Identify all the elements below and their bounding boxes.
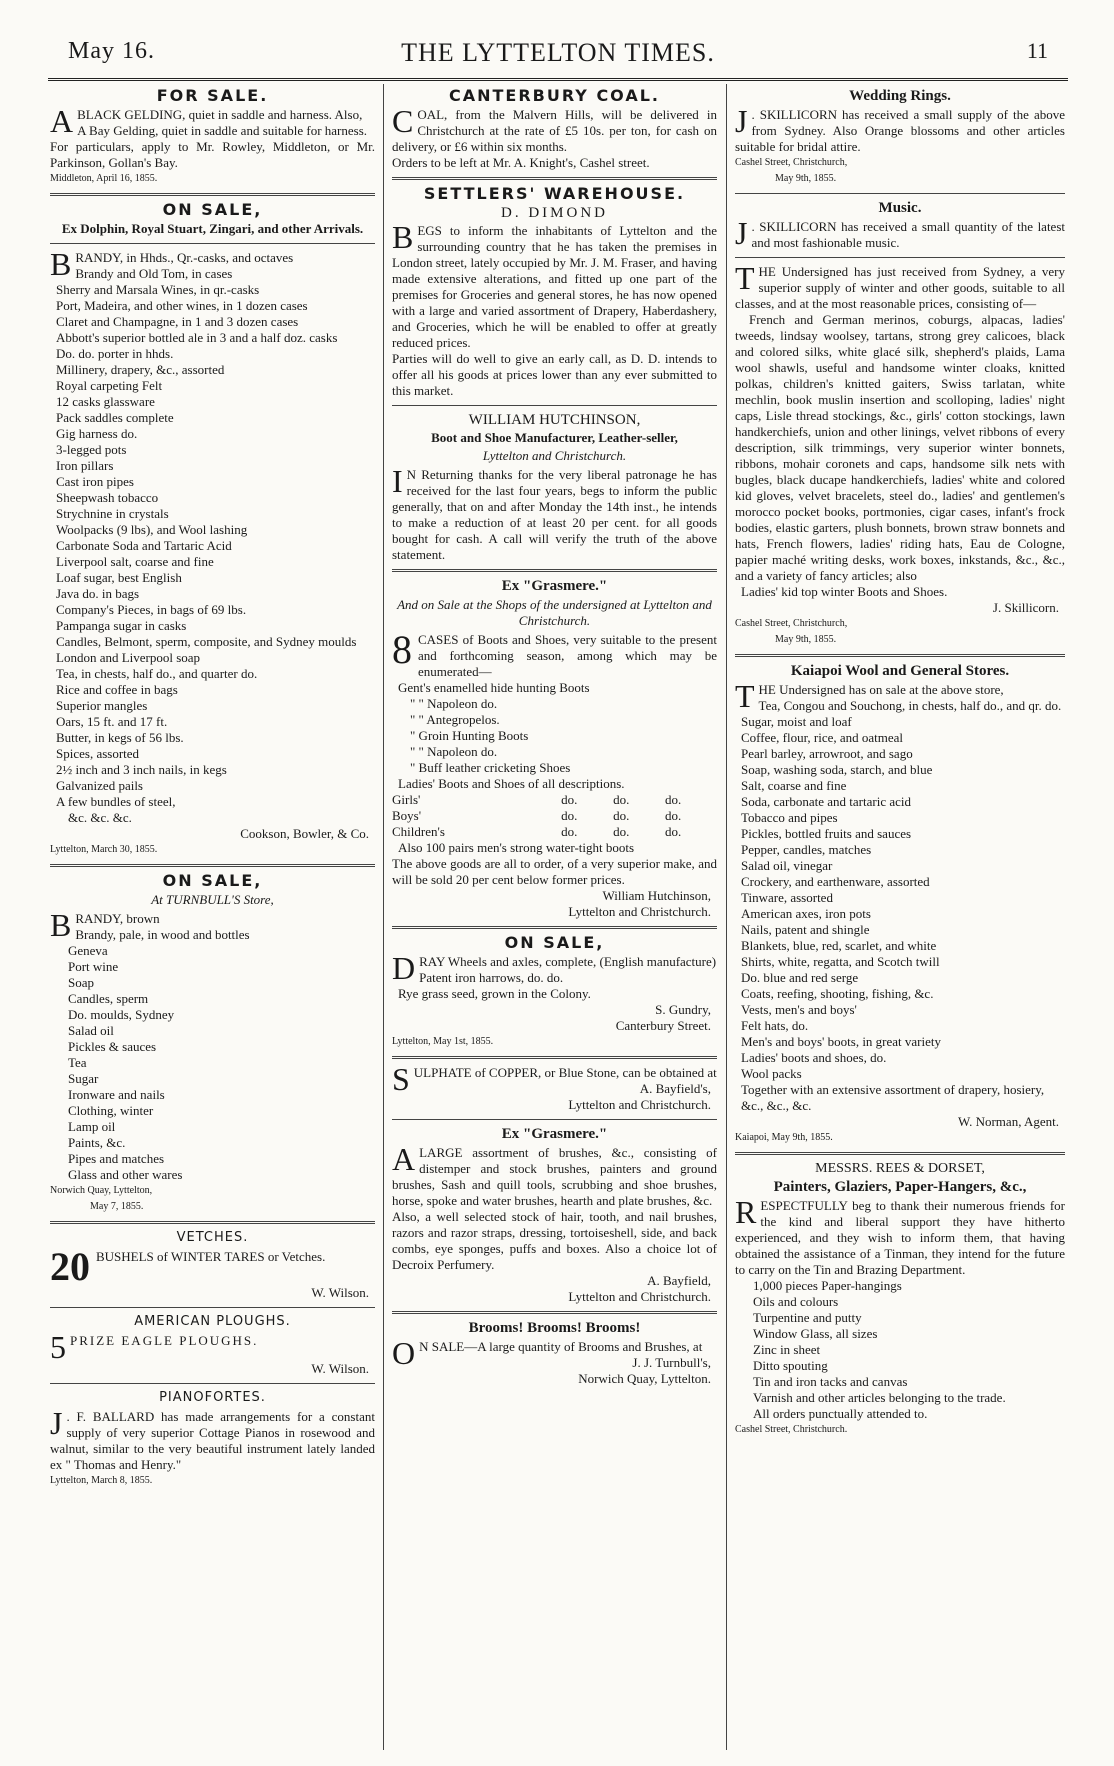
- ad-signature: J. Skillicorn.: [992, 600, 1059, 615]
- ad-text: EGS to inform the inhabitants of Lyttelton and the surrounding country that he has taken the premises in London street, lately occupied by Mr. J. M. Fraser, and having made extensive alterations, and fitted up one part of the premises for Groceries and general stores, he has now opened with a large and varied assortment of Drapery, Haberdashery, and Groceries, which he will be enabled to offer at greatly reduced prices.: [392, 223, 717, 350]
- ad-settlers-warehouse: [392, 186, 717, 399]
- list-item: 2½ inch and 3 inch nails, in kegs: [56, 762, 227, 777]
- ad-signature: W. Wilson.: [311, 1285, 369, 1300]
- table-cell: do.: [665, 824, 682, 839]
- list-item: Tobacco and pipes: [741, 810, 838, 825]
- ad-brooms: [392, 1320, 717, 1387]
- list-item: Ditto spouting: [753, 1358, 828, 1373]
- list-item: Claret and Champagne, in 1 and 3 dozen cases: [56, 314, 299, 329]
- ad-subheading: And on Sale at the Shops of the undersigned at Lyttelton and Christchurch.: [397, 597, 712, 628]
- list-item: Salad oil: [68, 1023, 114, 1038]
- ad-text: BLACK GELDING, quiet in saddle and harness. Also,: [77, 107, 363, 122]
- plough-number: 5: [50, 1329, 66, 1365]
- ad-kaiapoi-stores: [735, 663, 1065, 1146]
- list-item: Vests, men's and boys': [741, 1002, 857, 1017]
- drop-cap: D: [392, 950, 416, 986]
- list-item: Ironware and nails: [68, 1087, 165, 1102]
- drop-cap: A: [392, 1141, 416, 1177]
- column-1: [50, 86, 375, 1746]
- list-item: Do. blue and red serge: [741, 970, 859, 985]
- list-item: Carbonate Soda and Tartaric Acid: [56, 538, 232, 553]
- ad-text: PRIZE EAGLE PLOUGHS.: [70, 1333, 259, 1348]
- issue-date: May 16.: [68, 38, 155, 64]
- list-item: Iron pillars: [56, 458, 114, 473]
- column-3: [735, 86, 1065, 1746]
- drop-cap: J: [50, 1405, 63, 1441]
- ad-heading: PIANOFORTES.: [159, 1390, 266, 1405]
- ad-heading: SETTLERS' WAREHOUSE.: [423, 184, 686, 203]
- list-item: Company's Pieces, in bags of 69 lbs.: [56, 602, 247, 617]
- masthead-rule: [48, 78, 1068, 84]
- list-item: Glass and other wares: [68, 1167, 183, 1182]
- ad-heading: Music.: [878, 200, 922, 216]
- list-item: Spices, assorted: [56, 746, 140, 761]
- page-number: 11: [1026, 38, 1048, 63]
- ad-heading: Brooms! Brooms! Brooms!: [468, 1320, 641, 1336]
- ad-date: Norwich Quay, Lyttelton,: [50, 1185, 153, 1196]
- drop-cap: A: [50, 103, 74, 139]
- table-cell: do.: [613, 792, 630, 807]
- ad-separator: [392, 1056, 717, 1059]
- ad-grasmere-brushes: [392, 1126, 717, 1305]
- ad-separator: [392, 1311, 717, 1314]
- drop-cap: T: [735, 678, 755, 714]
- table-cell: do.: [561, 824, 578, 839]
- ad-signature: A. Bayfield,: [647, 1273, 711, 1288]
- ad-signature: William Hutchinson,: [602, 888, 711, 903]
- ad-text: . F. BALLARD has made arrangements for a constant supply of very superior Cottage Pianos in rosewood and walnut, similar to the very beautiful instrument lately landed ex " Thomas and Henry.": [50, 1409, 375, 1472]
- ad-heading: ON SALE,: [162, 871, 263, 890]
- list-item: American axes, iron pots: [741, 906, 871, 921]
- list-item: 3-legged pots: [56, 442, 127, 457]
- ad-subheading: At TURNBULL'S Store,: [151, 892, 274, 907]
- list-item: Clothing, winter: [68, 1103, 154, 1118]
- ad-date: Cashel Street, Christchurch,: [735, 157, 848, 168]
- table-row: [392, 824, 717, 840]
- ad-separator: [50, 864, 375, 867]
- list-item: Tea: [68, 1055, 87, 1070]
- ad-grasmere-boots: [392, 578, 717, 920]
- list-item: " " Napoleon do.: [410, 696, 498, 711]
- list-item: Varnish and other articles belonging to the trade.: [753, 1390, 1006, 1405]
- ad-wedding-rings: [735, 88, 1065, 187]
- list-item: Zinc in sheet: [753, 1342, 821, 1357]
- ad-text: RAY Wheels and axles, complete, (English manufacture): [419, 954, 717, 969]
- ad-subheading: Ex Dolphin, Royal Stuart, Zingari, and other Arrivals.: [61, 221, 364, 236]
- list-item: Shirts, white, regatta, and Scotch twill: [741, 954, 940, 969]
- drop-cap: S: [392, 1061, 410, 1097]
- ad-signature: J. J. Turnbull's,: [632, 1355, 711, 1370]
- drop-cap: J: [735, 215, 748, 251]
- column-divider: [726, 84, 727, 1750]
- ad-signature: Canterbury Street.: [615, 1018, 711, 1033]
- list-item: Pickles, bottled fruits and sauces: [741, 826, 912, 841]
- ad-text: . SKILLICORN has received a small supply of the above from Sydney. Also Orange blossoms and other articles suitable for bridal attire.: [735, 107, 1065, 154]
- masthead: [68, 38, 1048, 72]
- list-item: All orders punctually attended to.: [753, 1406, 928, 1421]
- list-item: 1,000 pieces Paper-hangings: [753, 1278, 902, 1293]
- list-item: Coats, reefing, shooting, fishing, &c.: [741, 986, 934, 1001]
- list-item: Window Glass, all sizes: [753, 1326, 878, 1341]
- ad-separator: [392, 177, 717, 180]
- ad-separator: [50, 1383, 375, 1384]
- list-item: Superior mangles: [56, 698, 148, 713]
- ad-on-sale-turnbull: [50, 873, 375, 1215]
- list-item: Soap, washing soda, starch, and blue: [741, 762, 933, 777]
- table-cell: do.: [561, 792, 578, 807]
- ad-vetches: [50, 1230, 375, 1301]
- ad-sulphate-copper: [392, 1061, 717, 1113]
- table-cell: Children's: [392, 824, 445, 839]
- ad-text: Ladies' kid top winter Boots and Shoes.: [741, 584, 948, 599]
- list-item: Salad oil, vinegar: [741, 858, 833, 873]
- list-item: Rye grass seed, grown in the Colony.: [398, 986, 591, 1001]
- list-item: Pickles & sauces: [68, 1039, 157, 1054]
- ad-heading: Ex "Grasmere.": [501, 1126, 608, 1142]
- drop-cap: C: [392, 103, 414, 139]
- list-item: Pack saddles complete: [56, 410, 174, 425]
- table-cell: Boys': [392, 808, 422, 823]
- list-item: Felt hats, do.: [741, 1018, 809, 1033]
- advertiser-trade: Boot and Shoe Manufacturer, Leather-seller,: [431, 430, 678, 445]
- ad-text: French and German merinos, coburgs, alpacas, ladies' tweeds, lindsay woolsey, tartans, strong grey calicoes, black and colored silks, white glacé silk, shepherd's plaids, Lama wool shawls, useful and handsome winter cloaks, knitted polkas, children's knitted gaiters, Swiss tarlatan, white mechlin, book muslin insertion and scolloping, ladies' night caps, Lisle thread stockings, &c., girls' cotton stockings, lawn handkerchiefs, union and other linings, velvet ribbons of every description, silk trimmings, very superior winter bonnets, ribbons, mohair coronets and caps, handsome silk nets with bugles, black ducape handkerchiefs, ladies' white and colored kid gloves, velvet bracelets, steel do., ladies' and gentlemen's morocco pocket books, portmonies, cigar cases, infant's frock bodies, elastic garters, plush bonnets, brown straw bonnets and hats, French flowers, ladies' riding hats, Eau de Cologne, papier maché writing desks, work boxes, inkstands, &c., &c., and a variety of fancy articles; also: [735, 312, 1065, 583]
- list-item: Woolpacks (9 lbs), and Wool lashing: [56, 522, 248, 537]
- ad-text: N Returning thanks for the very liberal patronage he has received for the last four years, begs to inform the public generally, that on and after Monday the 14th inst., he intends to make a reduction of at least 20 per cent. for all goods bought for cash. A call will verify the truth of the above statement.: [392, 467, 717, 562]
- list-item: Salt, coarse and fine: [741, 778, 847, 793]
- ad-date: Middleton, April 16, 1855.: [50, 173, 158, 184]
- ad-date: Lyttelton, May 1st, 1855.: [392, 1036, 494, 1047]
- list-item: A few bundles of steel,: [56, 794, 176, 809]
- ad-date: May 9th, 1855.: [775, 173, 837, 184]
- ad-date: May 7, 1855.: [90, 1201, 144, 1212]
- ad-date: Lyttelton, March 30, 1855.: [50, 844, 158, 855]
- table-cell: do.: [665, 808, 682, 823]
- ad-william-hutchinson: [392, 412, 717, 563]
- list-item: Coffee, flour, rice, and oatmeal: [741, 730, 904, 745]
- list-item: London and Liverpool soap: [56, 650, 201, 665]
- drop-cap: I: [392, 463, 403, 499]
- ad-rees-dorset: [735, 1161, 1065, 1438]
- table-cell: do.: [561, 808, 578, 823]
- list-item: " " Antegropelos.: [410, 712, 500, 727]
- list-item: Also 100 pairs men's strong water-tight boots: [398, 840, 635, 855]
- ad-separator: [50, 193, 375, 196]
- quantity-number: 20: [50, 1244, 90, 1289]
- ad-items: [50, 266, 375, 826]
- list-item: Nails, patent and shingle: [741, 922, 870, 937]
- list-item: Candles, Belmont, sperm, composite, and Sydney moulds: [56, 634, 357, 649]
- list-item: Together with an extensive assortment of drapery, hosiery, &c., &c., &c.: [741, 1082, 1045, 1113]
- list-item: " Groin Hunting Boots: [410, 728, 529, 743]
- list-item: Crockery, and earthenware, assorted: [741, 874, 930, 889]
- list-item: Strychnine in crystals: [56, 506, 169, 521]
- ad-heading: MESSRS. REES & DORSET,: [815, 1161, 985, 1176]
- table-row: [392, 792, 717, 808]
- ad-separator: [50, 1221, 375, 1224]
- list-item: Candles, sperm: [68, 991, 149, 1006]
- list-item: Ladies' boots and shoes, do.: [741, 1050, 887, 1065]
- advertiser-name: D. DIMOND: [501, 205, 608, 221]
- list-item: Do. moulds, Sydney: [68, 1007, 175, 1022]
- quantity-number: 8: [392, 627, 412, 672]
- list-item: Sherry and Marsala Wines, in qr.-casks: [56, 282, 260, 297]
- advertiser-name: WILLIAM HUTCHINSON,: [468, 412, 641, 428]
- column-2: [392, 86, 717, 1746]
- ad-date: Cashel Street, Christchurch.: [735, 1424, 848, 1435]
- list-item: Royal carpeting Felt: [56, 378, 163, 393]
- list-item: Paints, &c.: [68, 1135, 126, 1150]
- list-item: Java do. in bags: [56, 586, 140, 601]
- column-divider: [383, 84, 384, 1750]
- ad-text: ULPHATE of COPPER, or Blue Stone, can be obtained at: [413, 1065, 717, 1080]
- list-item: &c. &c. &c.: [68, 810, 132, 825]
- ad-signature: S. Gundry,: [655, 1002, 711, 1017]
- drop-cap: B: [50, 246, 72, 282]
- ad-american-ploughs: [50, 1314, 375, 1377]
- ad-date: Lyttelton, March 8, 1855.: [50, 1475, 153, 1486]
- ad-signature: A. Bayfield's,: [639, 1081, 711, 1096]
- ad-on-sale-gundry: [392, 935, 717, 1050]
- ad-text: N SALE—A large quantity of Brooms and Brushes, at: [419, 1339, 703, 1354]
- ad-date: Kaiapoi, May 9th, 1855.: [735, 1132, 833, 1143]
- ad-date: Cashel Street, Christchurch,: [735, 618, 848, 629]
- drop-cap: T: [735, 260, 755, 296]
- list-item: Soap: [68, 975, 94, 990]
- ad-canterbury-coal: [392, 88, 717, 171]
- ad-separator: [50, 1307, 375, 1308]
- list-item: Gig harness do.: [56, 426, 138, 441]
- list-item: Galvanized pails: [56, 778, 143, 793]
- ad-text: CASES of Boots and Shoes, very suitable to the present and forthcoming season, among which may be enumerated—: [418, 632, 717, 679]
- advertiser-place: Lyttelton and Christchurch.: [482, 448, 627, 463]
- list-item: Port, Madeira, and other wines, in 1 dozen cases: [56, 298, 308, 313]
- ad-on-sale-cookson: [50, 202, 375, 858]
- ad-signature: Lyttelton and Christchurch.: [568, 1097, 711, 1112]
- list-item: Pipes and matches: [68, 1151, 165, 1166]
- list-item: Oils and colours: [753, 1294, 839, 1309]
- list-item: Pepper, candles, matches: [741, 842, 872, 857]
- ad-text: A Bay Gelding, quiet in saddle and suitable for harness.: [77, 123, 368, 138]
- ad-signature: Norwich Quay, Lyttelton.: [578, 1371, 711, 1386]
- list-item: Abbott's superior bottled ale in 3 and a half doz. casks: [56, 330, 338, 345]
- list-item: Geneva: [68, 943, 108, 958]
- ad-heading: CANTERBURY COAL.: [448, 86, 661, 105]
- ad-text: For particulars, apply to Mr. Rowley, Middleton, or Mr. Parkinson, Gollan's Bay.: [50, 139, 375, 170]
- list-item: Tea, in chests, half do., and quarter do.: [56, 666, 258, 681]
- table-cell: do.: [613, 824, 630, 839]
- ad-text: ESPECTFULLY beg to thank their numerous friends for the kind and liberal support they have hitherto experienced, and they wish to inform them, that having obtained the assistance of a Tinman, they intend for the future to carry on the Tin and Brazing Department.: [735, 1198, 1065, 1277]
- list-item: Men's and boys' boots, in great variety: [741, 1034, 942, 1049]
- list-item: Brandy and Old Tom, in cases: [75, 266, 233, 281]
- list-item: Soda, carbonate and tartaric acid: [741, 794, 911, 809]
- ad-text: Orders to be left at Mr. A. Knight's, Cashel street.: [392, 155, 650, 170]
- list-item: Tea, Congou and Souchong, in chests, half do., and qr. do.: [758, 698, 1062, 713]
- ad-text: Parties will do well to give an early call, as D. D. intends to offer all his goods at prices lower than any ever submitted to this market.: [392, 351, 717, 398]
- list-item: " " Napoleon do.: [410, 744, 498, 759]
- list-item: Ladies' Boots and Shoes of all descriptions.: [398, 776, 625, 791]
- list-item: Tin and iron tacks and canvas: [753, 1374, 908, 1389]
- ad-heading: ON SALE,: [504, 933, 605, 952]
- ad-separator: [50, 243, 375, 244]
- ad-separator: [735, 654, 1065, 657]
- list-item: Loaf sugar, best English: [56, 570, 182, 585]
- ad-pianofortes: [50, 1390, 375, 1489]
- list-item: Pearl barley, arrowroot, and sago: [741, 746, 913, 761]
- ad-text: RANDY, brown: [75, 911, 160, 926]
- ad-text: RANDY, in Hhds., Qr.-casks, and octaves: [75, 250, 294, 265]
- list-item: " Buff leather cricketing Shoes: [410, 760, 571, 775]
- ad-separator: [392, 926, 717, 929]
- table-cell: do.: [665, 792, 682, 807]
- list-item: Brandy, pale, in wood and bottles: [75, 927, 250, 942]
- drop-cap: B: [392, 219, 414, 255]
- list-item: Sugar: [68, 1071, 99, 1086]
- ad-text: Also, a well selected stock of hair, tooth, and nail brushes, razors and razor straps, dressing, tortoiseshell, side, and back combs, eye sponges, puffs and boxes. Also a choice lot of Decroix Perfumery.: [392, 1209, 717, 1272]
- list-item: Pampanga sugar in casks: [56, 618, 187, 633]
- table-cell: do.: [613, 808, 630, 823]
- ad-separator: [735, 257, 1065, 258]
- ad-signature: W. Norman, Agent.: [958, 1114, 1059, 1129]
- ad-separator: [392, 1119, 717, 1120]
- ad-text: HE Undersigned has just received from Sydney, a very superior supply of winter and other goods, suitable to all classes, and at the most reasonable prices, consisting of—: [735, 264, 1065, 311]
- list-item: Lamp oil: [68, 1119, 116, 1134]
- ad-heading: VETCHES.: [176, 1230, 249, 1245]
- list-item: Wool packs: [741, 1066, 802, 1081]
- boots-table: [392, 792, 717, 840]
- list-item: Sheepwash tobacco: [56, 490, 159, 505]
- list-item: Blankets, blue, red, scarlet, and white: [741, 938, 937, 953]
- ad-subheading: Painters, Glaziers, Paper-Hangers, &c.,: [773, 1179, 1027, 1195]
- list-item: Patent iron harrows, do. do.: [419, 970, 564, 985]
- drop-cap: B: [50, 907, 72, 943]
- ad-signature: W. Wilson.: [311, 1361, 369, 1376]
- list-item: Gent's enamelled hide hunting Boots: [398, 680, 590, 695]
- table-cell: Girls': [392, 792, 421, 807]
- ad-skillicorn-goods: [735, 260, 1065, 648]
- ad-heading: FOR SALE.: [156, 86, 269, 105]
- ad-text: OAL, from the Malvern Hills, will be delivered in Christchurch at the rate of £5 10s. per ton, for cash on delivery, or £6 within six months.: [392, 107, 717, 154]
- ad-heading: Ex "Grasmere.": [501, 578, 608, 594]
- list-item: Do. do. porter in hhds.: [56, 346, 174, 361]
- ad-date: May 9th, 1855.: [775, 634, 837, 645]
- ad-signature: Lyttelton and Christchurch.: [568, 904, 711, 919]
- ad-text: . SKILLICORN has received a small quantity of the latest and most fashionable music.: [751, 219, 1065, 250]
- list-item: Port wine: [68, 959, 119, 974]
- list-item: Oars, 15 ft. and 17 ft.: [56, 714, 168, 729]
- ad-heading: ON SALE,: [162, 200, 263, 219]
- ad-signature: Cookson, Bowler, & Co.: [240, 826, 369, 841]
- ad-separator: [735, 1152, 1065, 1155]
- ad-for-sale-geldings: [50, 88, 375, 187]
- drop-cap: J: [735, 103, 748, 139]
- list-item: Butter, in kegs of 56 lbs.: [56, 730, 184, 745]
- newspaper-title: THE LYTTELTON TIMES.: [401, 38, 715, 67]
- list-item: 12 casks glassware: [56, 394, 155, 409]
- list-item: Tinware, assorted: [741, 890, 833, 905]
- ad-signature: Lyttelton and Christchurch.: [568, 1289, 711, 1304]
- ad-text: HE Undersigned has on sale at the above store,: [758, 682, 1004, 697]
- list-item: Turpentine and putty: [753, 1310, 862, 1325]
- ad-music: [735, 200, 1065, 251]
- list-item: Rice and coffee in bags: [56, 682, 178, 697]
- ad-heading: Kaiapoi Wool and General Stores.: [790, 663, 1010, 679]
- ad-separator: [735, 193, 1065, 194]
- drop-cap: O: [392, 1335, 416, 1371]
- ad-separator: [392, 569, 717, 572]
- ad-text: LARGE assortment of brushes, &c., consisting of distemper and stock brushes, painters and ground brushes, Sash and quill tools, scrubbing and shoe brushes, horse, spoke and water brushes, hearth and plate brushes, &c.: [392, 1145, 717, 1208]
- ad-text: The above goods are all to order, of a very superior make, and will be sold 20 per cent below former prices.: [392, 856, 717, 887]
- list-item: Liverpool salt, coarse and fine: [56, 554, 214, 569]
- list-item: Cast iron pipes: [56, 474, 134, 489]
- ad-heading: AMERICAN PLOUGHS.: [134, 1314, 291, 1329]
- table-row: [392, 808, 717, 824]
- list-item: Sugar, moist and loaf: [741, 714, 852, 729]
- ad-heading: Wedding Rings.: [849, 88, 951, 104]
- ad-text: BUSHELS of WINTER TARES or Vetches.: [96, 1249, 326, 1264]
- ad-separator: [392, 405, 717, 406]
- list-item: Millinery, drapery, &c., assorted: [56, 362, 225, 377]
- drop-cap: R: [735, 1194, 757, 1230]
